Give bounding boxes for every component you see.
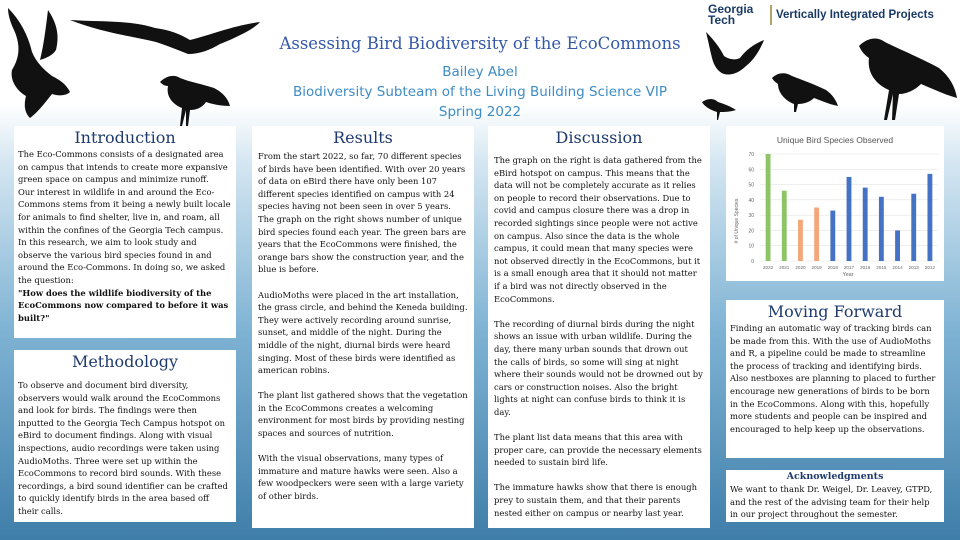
chart-ytick-label: 70 [748,152,754,158]
chart-bar-2019 [814,208,819,262]
chart-xlabel: Year [842,272,854,278]
crow-small-icon [770,64,840,114]
chart-bar-2018 [830,211,835,261]
results-text-2: AudioMoths were placed in the art installation, the grass circle, and behind the Keneda building. They were actively recording around sunrise, sunset, and middle of the night. During the middle of the night, diurnal birds were heard singing. Most of these birds were identified as american robins. [258,289,468,376]
introduction-text-1: The Eco-Commons consists of a designated area on campus that intends to create more expansive green space on campus and minimize runoff. [18,149,228,185]
chart-ytick-label: 50 [748,182,754,189]
results-panel [252,126,474,528]
chart-xtick-label: 2018 [827,265,838,270]
results-text-1: From the start 2022, so far, 70 different species of birds have been identified. With over 20 years of data on eBird there have only been 107 different species identified on campus with 24 species having not been seen in over 5 years. The graph on the right shows number of unique bird species found each year. The green bars are years that the EcoCommons were finished, the orange bars show the construction year, and the blue is before. [258,151,466,275]
discussion-heading: Discussion [555,128,643,147]
results-text-3: The plant list gathered shows that the vegetation in the EcoCommons creates a welcoming environment for most birds by providing nesting spaces and sources of nutrition. [258,390,468,439]
discussion-text-3: The plant list data means that this area with proper care, can provide the necessary elements needed to sustain bird life. [494,432,702,468]
moving-forward-text: Finding an automatic way of tracking birds can be made from this. With the use of AudioMoths and R, a pipeline could be made to streamline the process of tracking and identifying birds. Also nestboxes are planning to placed to further encourage new generations of birds to be born in the EcoCommons. Along with this, hopefully more students and people can be inspired and encouraged to help keep up the observations. [730,323,936,434]
logo-program: Vertically Integrated Projects [776,9,934,21]
acknowledgments-panel [726,470,944,522]
author-name: Bailey Abel [442,64,518,80]
species-bar-chart [726,126,944,281]
moving-forward-heading: Moving Forward [767,302,903,321]
chart-ytick-label: 30 [748,213,754,220]
chart-ytick-label: 0 [751,259,754,265]
moving-forward-panel [726,300,944,458]
chart-bar-2022 [766,154,771,261]
logo-georgia-tech [708,4,766,26]
chart-bar-2016 [863,188,868,261]
chart-bar-2021 [782,191,787,261]
chart-xtick-label: 2017 [843,265,855,270]
chart-bar-2013 [911,194,916,261]
methodology-text: To observe and document bird diversity, observers would walk around the EcoCommons and look for birds. The findings were then inputted to the Georgia Tech Campus hotspot on eBird to document findings. Along with visual inspections, audio recordings were taken using AudioMoths. Three were set up within the EcoCommons to record bird sounds. With these recordings, a bird sound identifier can be crafted to quickly identify birds in the area based off their calls. [18,380,228,516]
chart-ytick-label: 10 [748,243,754,250]
chart-xtick-label: 2021 [779,265,790,270]
discussion-text-2: The recording of diurnal birds during the night shows an issue with urban wildlife. During the day, there many urban sounds that drown out the calls of birds, so some will sing at night where their sounds would not be drowned out by cars or construction noises. Also the bright lights at night can confuse birds to think it is day. [494,318,703,417]
logo-line2: Tech [708,13,736,27]
poster-title: Assessing Bird Biodiversity of the EcoCommons [279,34,681,53]
introduction-panel [14,126,236,338]
logo-divider [770,5,772,25]
results-heading: Results [333,128,393,147]
crow-perched-icon [158,60,233,128]
acknowledgments-heading: Acknowledgments [786,471,884,482]
chart-title: Unique Bird Species Observed [776,135,894,145]
term-label: Spring 2022 [438,104,522,120]
chart-ytick-label: 40 [748,197,754,204]
discussion-panel [488,126,710,528]
logo-line1: Georgia [708,2,754,16]
chart-xtick-label: 2012 [924,265,936,270]
chart-ytick-label: 60 [748,167,754,174]
chart-bar-2017 [847,177,852,261]
georgia-tech-vip-logo [708,2,934,28]
acknowledgments-text: We want to thank Dr. Weigel, Dr. Leavey, GTPD, and the rest of the advising team for their help in our project throughout the semester. [730,484,933,520]
chart-xtick-label: 2013 [908,265,919,270]
chart-xtick-label: 2022 [762,265,774,270]
species-chart-panel [726,126,944,281]
chart-xtick-label: 2014 [892,265,903,270]
chart-xtick-label: 2015 [876,265,887,270]
methodology-heading: Methodology [71,352,179,371]
chart-xtick-label: 2019 [811,265,822,270]
research-question: "How does the wildlife biodiversity of the EcoCommons now compared to before it was built?" [18,287,229,323]
chart-bar-2012 [927,174,932,261]
chart-xtick-label: 2016 [860,265,871,270]
chart-bar-2014 [895,230,900,261]
chart-bar-2020 [798,220,803,261]
introduction-heading: Introduction [74,128,176,147]
methodology-panel [14,350,236,522]
introduction-text-2: Our interest in wildlife in and around the Eco-Commons stems from it being a newly built locale for animals to find shelter, live in, and roam, all within the confines of the Georgia Tech campus. In this research, we aim to look study and observe the various bird species found in and around the Eco-Commons. In doing so, we asked the question: [18,186,231,285]
results-text-4: With the visual observations, many types of immature and mature hawks were seen. Also a few woodpeckers were seen with a large variety of other birds. [258,453,464,502]
discussion-text-1: The graph on the right is data gathered from the eBird hotspot on campus. This means that the data will not be completely accurate as it relies on people to record their observations. Due to covid and campus closure there was a drop in recorded sightings since people were not active on campus. Also since the data is the whole campus, it could mean that many species were not observed directly in the EcoCommons, but it is a small enough area that it should not matter if a bird was not directly observed in the EcoCommons. [494,155,702,304]
discussion-text-4: The immature hawks show that there is enough prey to sustain them, and that their parents nested either on campus or nearby last year. [494,482,697,518]
chart-ytick-label: 20 [748,228,754,235]
crow-large-icon [855,28,960,123]
chart-bar-2015 [879,197,884,261]
chart-ylabel: # of Unique Species [734,198,740,244]
subteam-name: Biodiversity Subteam of the Living Building Science VIP [292,84,668,100]
chart-xtick-label: 2020 [795,265,806,270]
